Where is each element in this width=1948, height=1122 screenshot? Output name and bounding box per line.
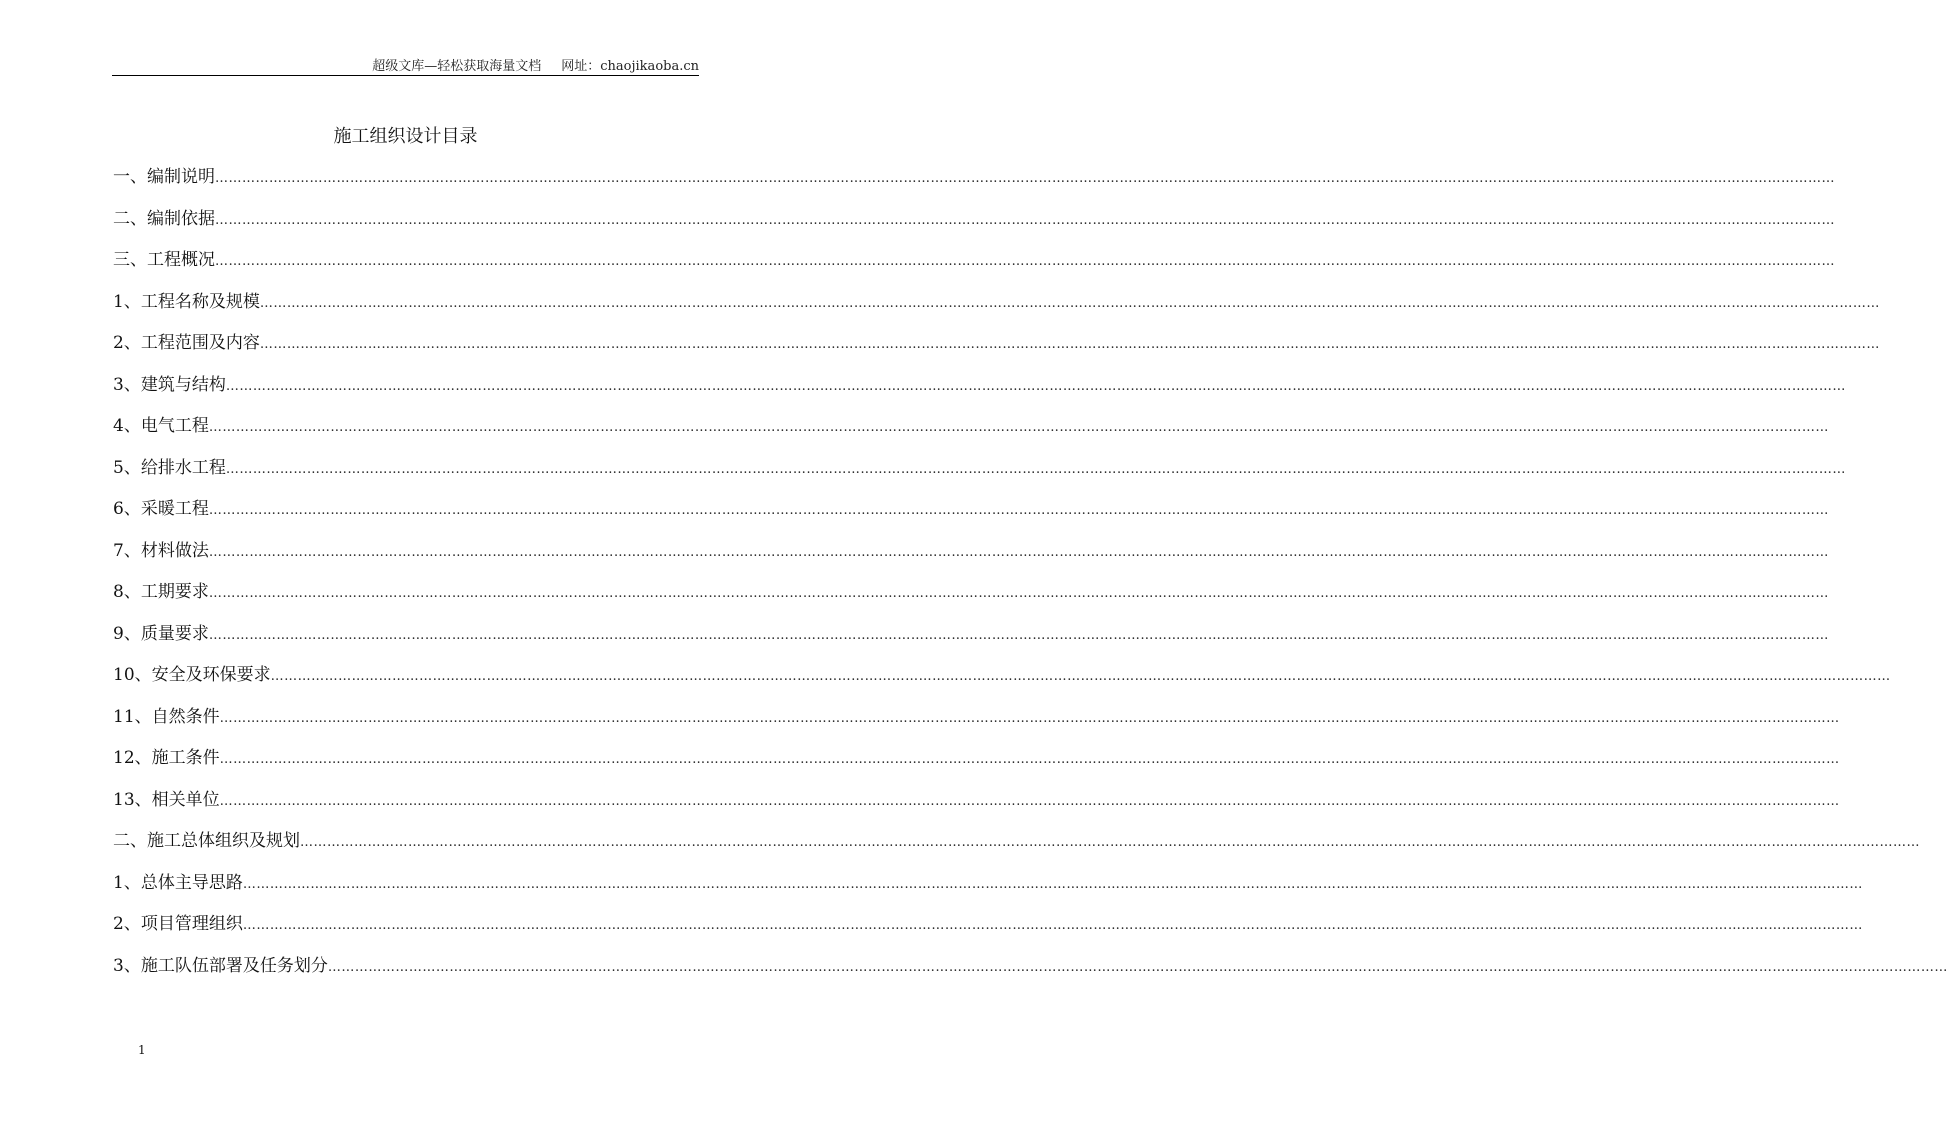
toc-dot-leader: ……………………………………………………………………………………………………………………………………………………………………………………………………………………………………………………………………………………………………………………………… (208, 503, 1829, 518)
toc-dot-leader: ……………………………………………………………………………………………………………………………………………………………………………………………………………………………………………………………………………………………………………………………… (208, 420, 1829, 435)
toc-entry[interactable] (113, 162, 1835, 204)
toc-entry[interactable] (113, 743, 1840, 785)
toc-entry[interactable] (113, 287, 1880, 329)
page-number: 1 (138, 1043, 146, 1057)
toc-entry[interactable] (113, 494, 1829, 536)
header-site-name: 超级文库—轻松获取海量文档 (372, 59, 542, 74)
toc-entry-label: 二、施工总体组织及规划 (113, 831, 300, 851)
toc-entry[interactable] (113, 785, 1840, 827)
toc-entry[interactable] (113, 951, 1948, 993)
toc-entry-label: 6、采暖工程 (113, 499, 209, 519)
toc-dot-leader: ……………………………………………………………………………………………………………………………………………………………………………………………………………………………………………………………………………………………………………………………… (259, 337, 1880, 352)
toc-entry[interactable] (113, 536, 1829, 578)
header-divider (112, 75, 699, 76)
toc-entry[interactable] (113, 453, 1846, 495)
toc-entry-label: 1、工程名称及规模 (113, 291, 260, 312)
toc-entry-label: 12、施工条件 (113, 748, 220, 768)
toc-dot-leader: ……………………………………………………………………………………………………………………………………………………………………………………………………………………………………………………………………………………………………………………………… (242, 918, 1863, 933)
toc-entry-label: 9、质量要求 (113, 623, 209, 644)
toc-entry[interactable] (113, 868, 1863, 910)
toc-entry-label: 8、工期要求 (113, 582, 209, 602)
toc-entry-label: 2、工程范围及内容 (113, 333, 260, 353)
toc-dot-leader: ……………………………………………………………………………………………………………………………………………………………………………………………………………………………………………………………………………………………………………………………… (208, 586, 1829, 601)
toc-entry-label: 一、编制说明 (113, 167, 215, 187)
toc-dot-leader: ……………………………………………………………………………………………………………………………………………………………………………………………………………………………………………………………………………………………………………………………… (208, 544, 1829, 560)
page-header (112, 55, 699, 77)
toc-dot-leader: ……………………………………………………………………………………………………………………………………………………………………………………………………………………………………………………………………………………………………………………………… (242, 876, 1863, 892)
toc-entry-label: 三、工程概况 (113, 250, 215, 270)
toc-dot-leader: ……………………………………………………………………………………………………………………………………………………………………………………………………………………………………………………………………………………………………………………………… (208, 627, 1829, 643)
toc-entry-label: 4、电气工程 (113, 416, 209, 436)
toc-dot-leader: ……………………………………………………………………………………………………………………………………………………………………………………………………………………………………………………………………………………………………………………………… (215, 212, 1835, 228)
table-of-contents (113, 162, 1948, 992)
toc-entry-label: 3、建筑与结构 (113, 374, 226, 395)
toc-entry[interactable] (113, 370, 1846, 412)
toc-entry-label: 13、相关单位 (113, 789, 220, 810)
toc-dot-leader: ……………………………………………………………………………………………………………………………………………………………………………………………………………………………………………………………………………………………………………………………… (225, 461, 1846, 477)
toc-entry[interactable] (113, 909, 1863, 951)
toc-entry-label: 二、编制依据 (113, 208, 215, 229)
toc-dot-leader: ……………………………………………………………………………………………………………………………………………………………………………………………………………………………………………………………………………………………………………………………… (219, 752, 1840, 767)
toc-entry-label: 1、总体主导思路 (113, 872, 243, 893)
toc-entry[interactable] (113, 411, 1829, 453)
toc-entry-label: 7、材料做法 (113, 540, 209, 561)
toc-entry-label: 10、安全及环保要求 (113, 665, 271, 685)
toc-entry[interactable] (113, 328, 1880, 370)
toc-dot-leader: ……………………………………………………………………………………………………………………………………………………………………………………………………………………………………………………………………………………………………………………………… (215, 254, 1835, 269)
toc-entry-label: 5、给排水工程 (113, 457, 226, 478)
toc-entry[interactable] (113, 826, 1920, 868)
toc-entry[interactable] (113, 245, 1835, 287)
toc-dot-leader: ……………………………………………………………………………………………………………………………………………………………………………………………………………………………………………………………………………………………………………………………… (327, 959, 1948, 975)
toc-entry[interactable] (113, 702, 1840, 744)
toc-entry-label: 2、项目管理组织 (113, 914, 243, 934)
toc-dot-leader: ……………………………………………………………………………………………………………………………………………………………………………………………………………………………………………………………………………………………………………………………… (215, 171, 1835, 186)
header-url: 网址：chaojikaoba.cn (561, 59, 699, 74)
toc-dot-leader: ……………………………………………………………………………………………………………………………………………………………………………………………………………………………………………………………………………………………………………………………… (300, 835, 1920, 850)
toc-dot-leader: ……………………………………………………………………………………………………………………………………………………………………………………………………………………………………………………………………………………………………………………………… (219, 793, 1840, 809)
toc-dot-leader: ……………………………………………………………………………………………………………………………………………………………………………………………………………………………………………………………………………………………………………………………… (225, 378, 1846, 394)
toc-entry-label: 3、施工队伍部署及任务划分 (113, 955, 328, 976)
toc-dot-leader: ……………………………………………………………………………………………………………………………………………………………………………………………………………………………………………………………………………………………………………………………… (270, 669, 1891, 684)
document-title: 施工组织设计目录 (333, 126, 478, 147)
toc-entry[interactable] (113, 660, 1891, 702)
toc-dot-leader: ……………………………………………………………………………………………………………………………………………………………………………………………………………………………………………………………………………………………………………………………… (219, 710, 1840, 726)
toc-entry-label: 11、自然条件 (113, 706, 220, 727)
toc-entry[interactable] (113, 204, 1835, 246)
toc-entry[interactable] (113, 619, 1829, 661)
toc-dot-leader: ……………………………………………………………………………………………………………………………………………………………………………………………………………………………………………………………………………………………………………………………… (259, 295, 1880, 311)
toc-entry[interactable] (113, 577, 1829, 619)
